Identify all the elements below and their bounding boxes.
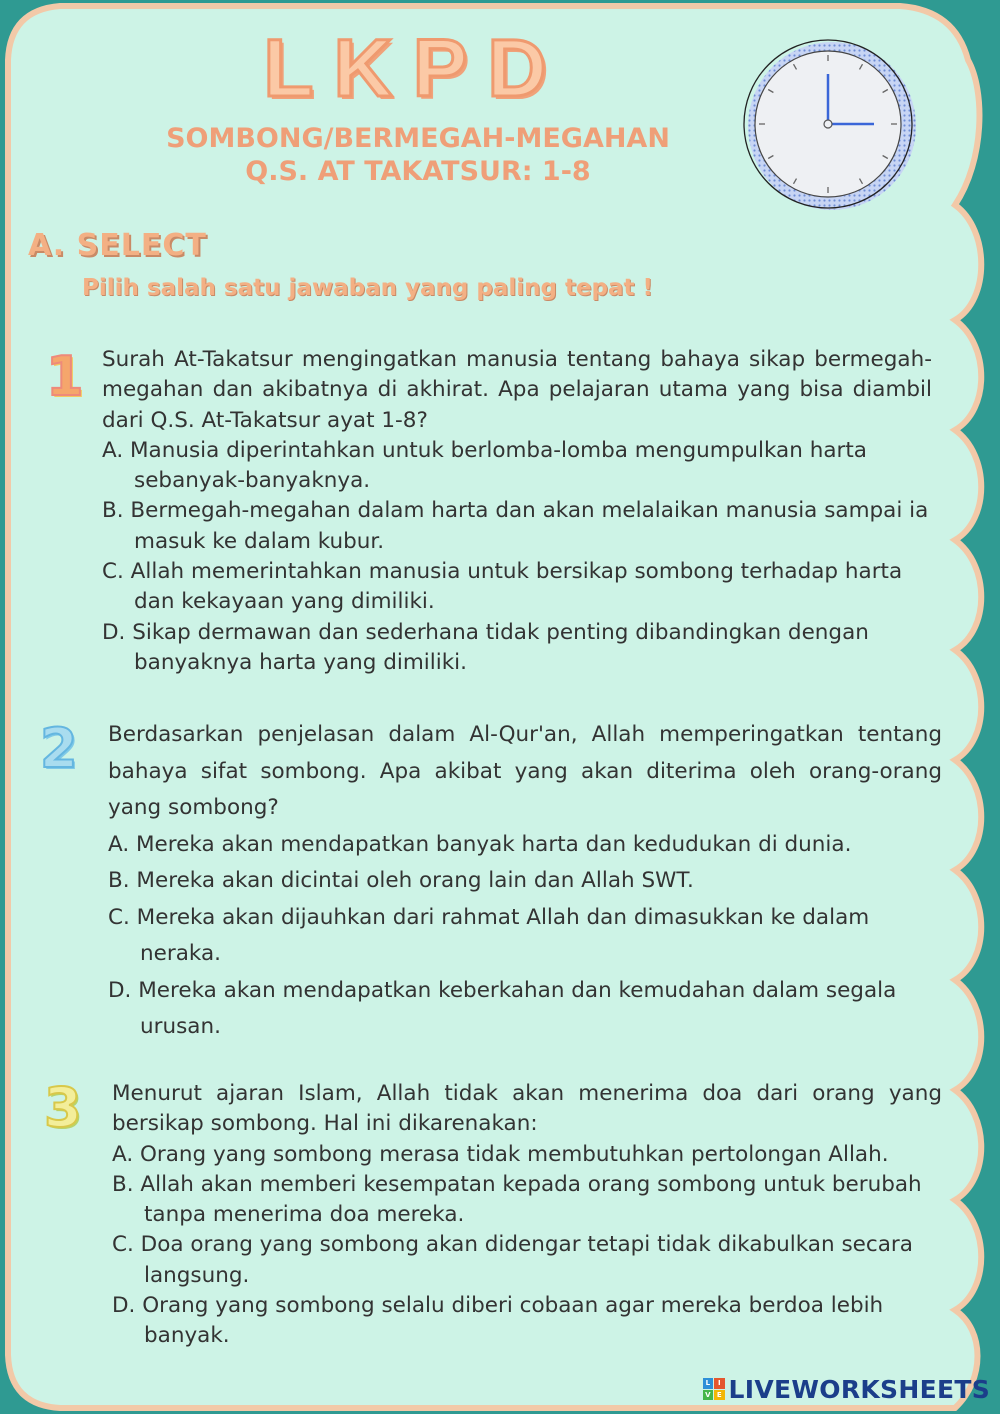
question-1-text: Surah At-Takatsur mengingatkan manusia tentang bahaya sikap bermegah-megahan dan akibatnya di akhirat. Apa pelajaran utama yang bisa diambil dari Q.S. At-Takatsur ayat 1-8? bbox=[102, 347, 932, 433]
question-number-2: 2 bbox=[40, 717, 78, 780]
question-3-option-d[interactable]: D. Orang yang sombong selalu diberi cobaan agar mereka berdoa lebih banyak. bbox=[112, 1293, 884, 1349]
logo-letter-i: I bbox=[714, 1378, 725, 1389]
logo-letter-l: L bbox=[703, 1378, 714, 1389]
question-3 bbox=[112, 1079, 942, 1352]
question-1-option-d[interactable]: D. Sikap dermawan dan sederhana tidak penting dibandingkan dengan banyaknya harta yang dimiliki. bbox=[102, 619, 869, 675]
question-1-options bbox=[102, 436, 932, 678]
logo-letter-e: E bbox=[714, 1390, 725, 1401]
section-heading: A. SELECT bbox=[28, 228, 207, 263]
topic-title: SOMBONG/BERMEGAH-MEGAHAN bbox=[166, 123, 670, 154]
question-2-text: Berdasarkan penjelasan dalam Al-Qur'an, Allah memperingatkan tentang bahaya sifat sombong. Apa akibat yang akan diterima oleh orang-orang yang sombong? bbox=[108, 722, 942, 820]
question-3-option-c[interactable]: C. Doa orang yang sombong akan didengar tetapi tidak dikabulkan secara langsung. bbox=[112, 1232, 913, 1288]
question-number-3: 3 bbox=[44, 1076, 82, 1139]
question-3-text: Menurut ajaran Islam, Allah tidak akan menerima doa dari orang yang bersikap sombong. Hal ini dikarenakan: bbox=[112, 1081, 942, 1137]
question-2-option-a[interactable]: A. Mereka akan mendapatkan banyak harta dan kedudukan di dunia. bbox=[108, 831, 852, 857]
logo-letter-v: V bbox=[703, 1390, 714, 1401]
question-2-option-c[interactable]: C. Mereka akan dijauhkan dari rahmat Allah dan dimasukkan ke dalam neraka. bbox=[108, 904, 870, 966]
brand-name: LIVEWORKSHEETS bbox=[728, 1374, 990, 1404]
question-1-option-c[interactable]: C. Allah memerintahkan manusia untuk bersikap sombong terhadap harta dan kekayaan yang dimiliki. bbox=[102, 559, 903, 615]
page-title: LKPD bbox=[263, 23, 567, 114]
question-1-option-a[interactable]: A. Manusia diperintahkan untuk berlomba-lomba mengumpulkan harta sebanyak-banyaknya. bbox=[102, 437, 867, 494]
question-1 bbox=[102, 345, 932, 678]
question-2-option-d[interactable]: D. Mereka akan mendapatkan keberkahan dan kemudahan dalam segala urusan. bbox=[108, 977, 897, 1039]
question-2-options bbox=[108, 827, 942, 1046]
question-number-1: 1 bbox=[46, 345, 84, 408]
surah-reference: Q.S. AT TAKATSUR: 1-8 bbox=[245, 156, 591, 187]
liveworksheets-logo-icon bbox=[703, 1378, 725, 1400]
question-2-option-b[interactable]: B. Mereka akan dicintai oleh orang lain dan Allah SWT. bbox=[108, 868, 694, 893]
question-3-options bbox=[112, 1140, 942, 1352]
question-3-option-a[interactable]: A. Orang yang sombong merasa tidak membutuhkan pertolongan Allah. bbox=[112, 1141, 889, 1167]
section-instruction: Pilih salah satu jawaban yang paling tepat ! bbox=[82, 275, 654, 301]
question-2 bbox=[108, 717, 942, 1046]
clock-icon bbox=[742, 38, 918, 214]
question-3-option-b[interactable]: B. Allah akan memberi kesempatan kepada orang sombong untuk berubah tanpa menerima doa mereka. bbox=[112, 1171, 922, 1228]
question-1-option-b[interactable]: B. Bermegah-megahan dalam harta dan akan melalaikan manusia sampai ia masuk ke dalam kubur. bbox=[102, 498, 929, 554]
liveworksheets-brand[interactable] bbox=[703, 1372, 990, 1406]
